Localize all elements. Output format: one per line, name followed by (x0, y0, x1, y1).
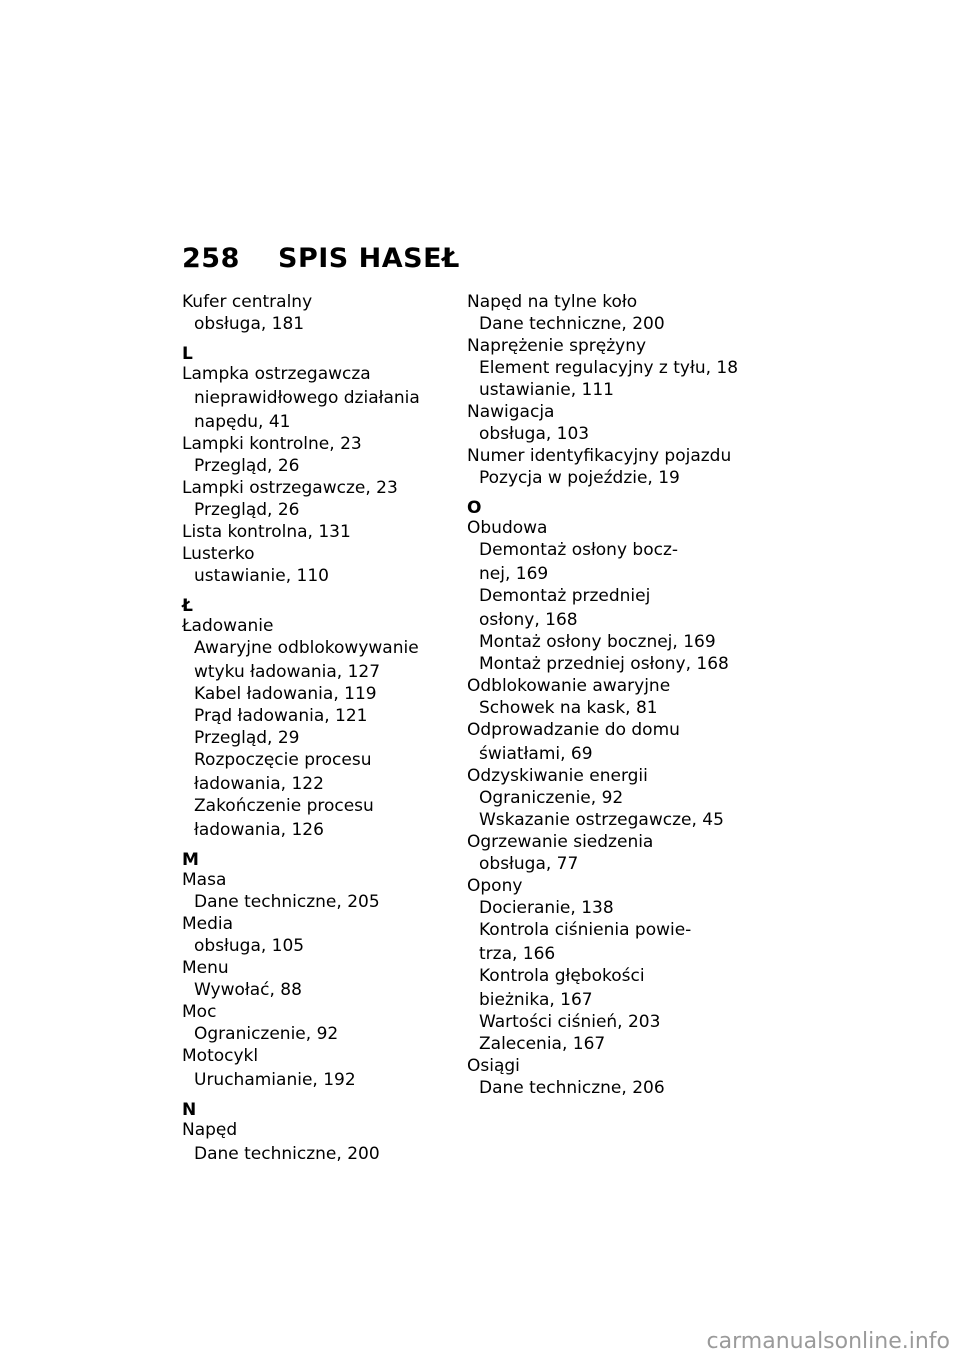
index-letter-heading: L (182, 344, 193, 364)
index-subentry: obsługa, 103 (479, 424, 590, 444)
index-subentry: Demontaż osłony bocz- (479, 540, 679, 560)
index-subentry: Ograniczenie, 92 (194, 1024, 339, 1044)
index-column-left (182, 292, 462, 1166)
index-subentry: Przegląd, 26 (194, 456, 300, 476)
index-subentry: Pozycja w pojeździe, 19 (479, 468, 680, 488)
index-entry: Odzyskiwanie energii (467, 766, 648, 786)
index-subentry: obsługa, 77 (479, 854, 579, 874)
index-subentry: obsługa, 105 (194, 936, 305, 956)
index-subentry: ładowania, 122 (194, 774, 324, 794)
index-subentry: Prąd ładowania, 121 (194, 706, 368, 726)
index-subentry: Dane techniczne, 205 (194, 892, 380, 912)
index-subentry: trza, 166 (479, 944, 556, 964)
index-entry: Kufer centralny (182, 292, 313, 312)
page-number: 258 (182, 243, 240, 274)
index-subentry: Przegląd, 29 (194, 728, 300, 748)
index-entry: Motocykl (182, 1046, 259, 1066)
index-entry: Napęd na tylne koło (467, 292, 638, 312)
index-subentry: Demontaż przedniej (479, 586, 651, 606)
index-subentry: wtyku ładowania, 127 (194, 662, 381, 682)
index-subentry: światłami, 69 (479, 744, 593, 764)
index-subentry: ustawianie, 111 (479, 380, 614, 400)
index-subentry: napędu, 41 (194, 412, 291, 432)
index-entry: Odprowadzanie do domu (467, 720, 680, 740)
index-entry: Masa (182, 870, 227, 890)
index-entry: Odblokowanie awaryjne (467, 676, 671, 696)
index-entry: Lusterko (182, 544, 255, 564)
index-entry: Napęd (182, 1120, 238, 1140)
index-entry: Opony (467, 876, 523, 896)
index-subentry: Wywołać, 88 (194, 980, 302, 1000)
index-entry: Osiągi (467, 1056, 520, 1076)
index-entry: Moc (182, 1002, 217, 1022)
index-entry: Lista kontrolna, 131 (182, 522, 351, 542)
index-letter-heading: M (182, 850, 199, 870)
index-subentry: nej, 169 (479, 564, 549, 584)
index-letter-heading: O (467, 498, 482, 518)
index-letter-heading: Ł (182, 596, 193, 616)
index-subentry: Docieranie, 138 (479, 898, 614, 918)
index-entry: Media (182, 914, 234, 934)
index-entry: Nawigacja (467, 402, 555, 422)
index-subentry: Awaryjne odblokowywanie (194, 638, 419, 658)
index-subentry: Ograniczenie, 92 (479, 788, 624, 808)
index-entry: Obudowa (467, 518, 548, 538)
page-title: SPIS HASEŁ (278, 243, 460, 274)
index-subentry: osłony, 168 (479, 610, 578, 630)
index-subentry: Element regulacyjny z tyłu, 18 (479, 358, 739, 378)
index-subentry: nieprawidłowego działania (194, 388, 420, 408)
index-subentry: Dane techniczne, 200 (479, 314, 665, 334)
index-subentry: Kontrola głębokości (479, 966, 645, 986)
index-subentry: ładowania, 126 (194, 820, 324, 840)
index-subentry: Uruchamianie, 192 (194, 1070, 356, 1090)
index-subentry: Przegląd, 26 (194, 500, 300, 520)
page-header (182, 242, 460, 276)
index-entry: Lampki kontrolne, 23 (182, 434, 362, 454)
index-subentry: Schowek na kask, 81 (479, 698, 658, 718)
index-entry: Ładowanie (182, 616, 274, 636)
index-entry: Lampki ostrzegawcze, 23 (182, 478, 398, 498)
index-subentry: Montaż przedniej osłony, 168 (479, 654, 729, 674)
index-entry: Ogrzewanie siedzenia (467, 832, 654, 852)
index-letter-heading: N (182, 1100, 197, 1120)
index-subentry: ustawianie, 110 (194, 566, 329, 586)
index-subentry: Dane techniczne, 206 (479, 1078, 665, 1098)
index-column-right (467, 292, 747, 1100)
watermark: carmanualsonline.info (706, 1329, 950, 1354)
index-subentry: Wskazanie ostrzegawcze, 45 (479, 810, 724, 830)
index-subentry: Zalecenia, 167 (479, 1034, 606, 1054)
index-subentry: Zakończenie procesu (194, 796, 374, 816)
index-entry: Menu (182, 958, 229, 978)
index-entry: Numer identyfikacyjny pojazdu (467, 446, 732, 466)
index-subentry: Montaż osłony bocznej, 169 (479, 632, 716, 652)
index-subentry: Wartości ciśnień, 203 (479, 1012, 661, 1032)
index-entry: Lampka ostrzegawcza (182, 364, 371, 384)
index-entry: Naprężenie sprężyny (467, 336, 647, 356)
index-subentry: obsługa, 181 (194, 314, 305, 334)
index-subentry: Rozpoczęcie procesu (194, 750, 372, 770)
index-subentry: Dane techniczne, 200 (194, 1144, 380, 1164)
index-subentry: bieżnika, 167 (479, 990, 593, 1010)
index-subentry: Kabel ładowania, 119 (194, 684, 377, 704)
index-subentry: Kontrola ciśnienia powie- (479, 920, 692, 940)
